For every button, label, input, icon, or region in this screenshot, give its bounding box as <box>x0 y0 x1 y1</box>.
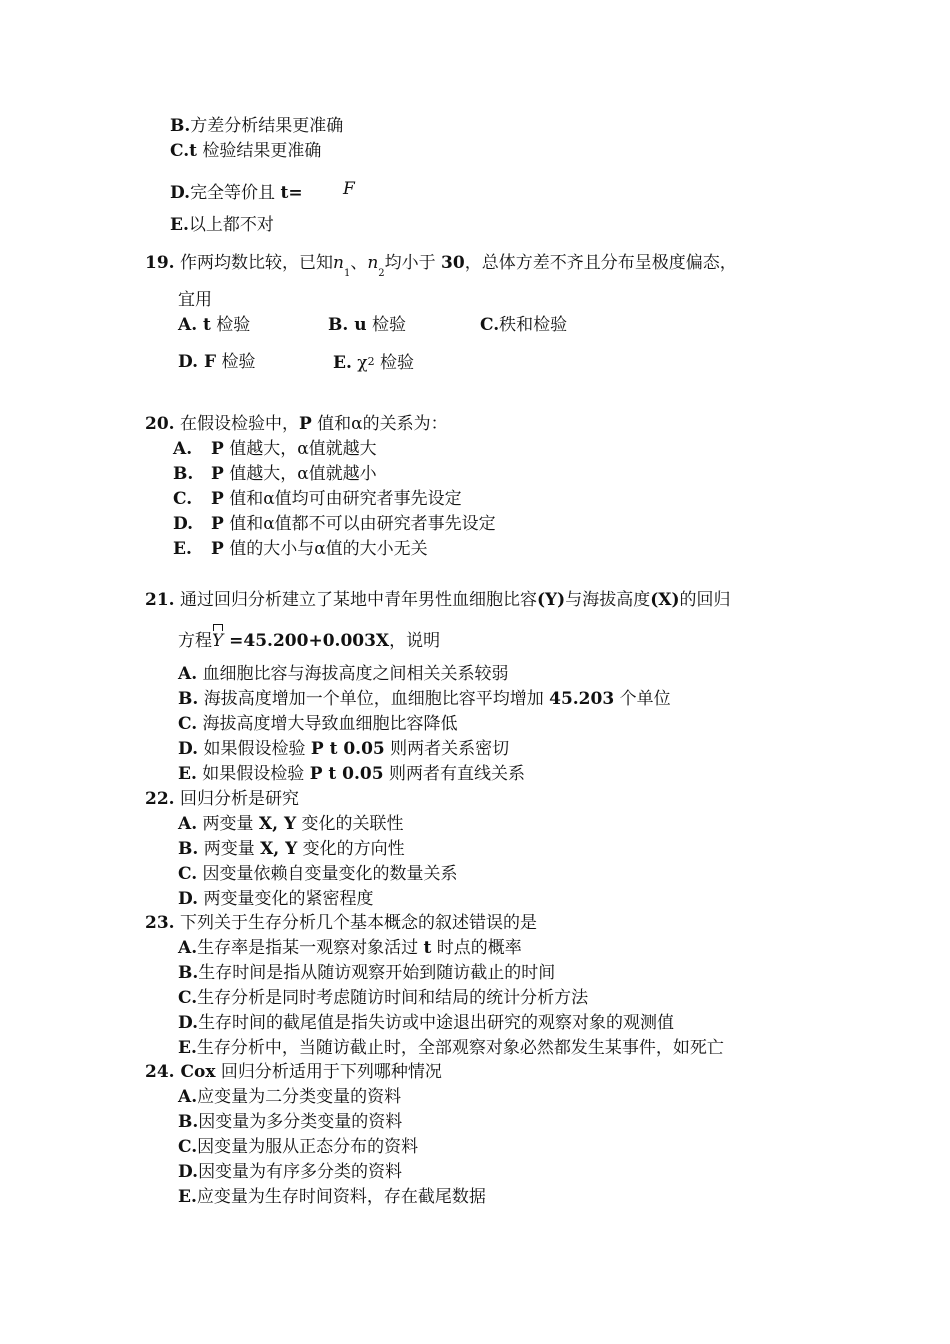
option-letter: C. <box>178 1137 198 1157</box>
q23-stem <box>145 912 537 934</box>
option-text: 两变量变化的紧密程度 <box>198 889 374 909</box>
question-text: 方程 <box>178 631 212 651</box>
question-text: 回归分析适用于下列哪种情况 <box>215 1062 442 1082</box>
option-letter: C. <box>178 714 198 734</box>
option-letter: D. <box>178 1013 199 1033</box>
option-text: 检验 <box>210 315 251 335</box>
option-text: 则两者有直线关系 <box>383 764 525 784</box>
superscript: 2 <box>367 355 375 368</box>
option-text: 时点的概率 <box>431 938 522 958</box>
question-text: ，说明 <box>389 631 441 651</box>
p-variable: P <box>211 464 224 484</box>
option-letter: D. F <box>178 352 217 372</box>
q21-option-c <box>178 713 458 735</box>
q20-option-c <box>173 488 462 510</box>
option-letter: E. <box>178 1187 197 1207</box>
q24-option-d <box>178 1161 402 1183</box>
option-text: 生存分析中，当随访截止时，全部观察对象必然都发生某事件，如死亡 <box>196 1038 724 1058</box>
x-variable: (X) <box>650 590 680 610</box>
option-text: 海拔高度增大导致血细胞比容降低 <box>197 714 458 734</box>
option-text: 两变量 <box>198 839 261 859</box>
option-letter: B. <box>173 464 194 484</box>
option-text: 生存率是指某一观察对象活过 <box>197 938 424 958</box>
question-number: 20. <box>145 414 175 434</box>
option-text: 值的大小与α值的大小无关 <box>223 539 428 559</box>
q22-stem <box>145 788 299 810</box>
option-letter: D. <box>178 1162 199 1182</box>
option-text: 则两者关系密切 <box>384 739 510 759</box>
option-text: 因变量为有序多分类的资料 <box>198 1162 403 1182</box>
q18-option-c <box>170 140 321 162</box>
y-hat-variable: Y <box>212 631 224 651</box>
value-bold: 45.203 <box>549 689 615 709</box>
option-text: 如果假设检验 <box>196 764 310 784</box>
question-text: 通过回归分析建立了某地中青年男性血细胞比容 <box>174 590 537 610</box>
option-letter: A. <box>178 814 198 834</box>
option-text: 如果假设检验 <box>198 739 311 759</box>
option-text: 完全等价且 <box>190 183 281 203</box>
q19-option-a <box>178 314 250 336</box>
option-letter: A. t <box>178 315 211 335</box>
option-letter: C. <box>480 315 500 335</box>
q22-option-d <box>178 888 373 910</box>
n-variable: n <box>367 253 379 273</box>
variables-bold: X, Y <box>260 839 298 859</box>
question-number: 19. <box>145 253 175 273</box>
option-text: 秩和检验 <box>499 315 568 335</box>
q20-option-b <box>173 463 377 485</box>
option-text: 检验 <box>366 315 406 335</box>
y-variable: (Y) <box>536 590 566 610</box>
q19-option-c <box>480 314 567 336</box>
option-letter: D. <box>178 739 199 759</box>
question-text: 作两均数比较，已知 <box>174 253 333 273</box>
option-letter: A. <box>178 938 198 958</box>
option-letter: B. <box>178 963 199 983</box>
option-letter: E. <box>333 353 352 373</box>
option-letter: A. <box>173 439 193 459</box>
q19-stem <box>145 252 737 285</box>
q21-option-b <box>178 688 671 710</box>
question-number: 21. <box>145 590 175 610</box>
question-number: 22. <box>145 789 175 809</box>
option-text: 个单位 <box>614 689 671 709</box>
option-text: 血细胞比容与海拔高度之间相关关系较弱 <box>197 664 509 684</box>
option-text: 变化的关联性 <box>296 814 404 834</box>
subscript: 2 <box>378 268 385 279</box>
p-variable: P <box>211 514 224 534</box>
number-30: 30 <box>441 253 465 273</box>
q24-option-c <box>178 1136 418 1158</box>
option-letter: D. <box>173 514 194 534</box>
option-letter: C. <box>173 489 193 509</box>
q22-option-a <box>178 813 404 835</box>
cox-term: Cox <box>174 1062 216 1082</box>
regression-equation: =45.200+0.003X <box>223 631 390 651</box>
question-text: 回归分析是研究 <box>174 789 299 809</box>
question-number: 24. <box>145 1062 175 1082</box>
option-letter: D. <box>178 889 199 909</box>
q22-option-c <box>178 863 458 885</box>
option-text: 海拔高度增加一个单位，血细胞比容平均增加 <box>198 689 550 709</box>
question-text: 的回归 <box>679 590 731 610</box>
option-text: 应变量为二分类变量的资料 <box>197 1087 402 1107</box>
p-variable: P <box>298 414 312 434</box>
option-letter: A. <box>178 664 198 684</box>
option-text: 生存分析是同时考虑随访时间和结局的统计分析方法 <box>197 988 589 1008</box>
n-variable: n <box>332 253 344 273</box>
question-text: 均小于 <box>384 253 442 273</box>
p-variable: P <box>211 439 224 459</box>
option-text: 方差分析结果更准确 <box>190 116 344 136</box>
option-letter: B. u <box>328 315 367 335</box>
q19-option-d <box>178 351 255 373</box>
option-text: 值和α值都不可以由研究者事先设定 <box>223 514 496 534</box>
q18-option-e <box>170 214 274 236</box>
q23-option-d <box>178 1012 674 1034</box>
q20-stem <box>145 413 448 435</box>
question-text: ，总体方差不齐且分布呈极度偏态， <box>464 253 737 273</box>
option-text: 检验结果更准确 <box>197 141 322 161</box>
option-text: 两变量 <box>197 814 259 834</box>
q21-option-a <box>178 663 509 685</box>
value-bold: P t 0.05 <box>309 764 384 784</box>
option-letter: E. <box>178 1038 197 1058</box>
q21-option-e <box>178 763 525 785</box>
option-letter: C.t <box>170 141 198 161</box>
q23-option-c <box>178 987 588 1009</box>
option-text: 值和α值均可由研究者事先设定 <box>223 489 462 509</box>
q21-stem-continued <box>178 630 440 652</box>
option-letter: E. <box>170 215 189 235</box>
question-text: 在假设检验中， <box>174 414 299 434</box>
separator: 、 <box>350 253 368 273</box>
q22-option-b <box>178 838 405 860</box>
option-text: 检验 <box>374 353 415 373</box>
option-text: 生存时间是指从随访观察开始到随访截止的时间 <box>198 963 556 983</box>
p-variable: P <box>211 489 224 509</box>
option-letter: B. <box>178 689 199 709</box>
t-equals: t= <box>280 183 303 203</box>
sqrt-f-symbol <box>343 178 355 200</box>
option-letter: D. <box>170 183 191 203</box>
q20-option-a <box>173 438 377 460</box>
option-letter: B. <box>178 1112 199 1132</box>
hat-mark <box>213 624 223 631</box>
option-text: 变化的方向性 <box>297 839 405 859</box>
q21-stem <box>145 589 731 611</box>
q18-option-b <box>170 115 343 137</box>
q19-stem-continued <box>178 289 212 311</box>
f-variable: F <box>343 179 355 199</box>
option-letter: C. <box>178 864 198 884</box>
option-letter: B. <box>170 116 191 136</box>
option-letter: B. <box>178 839 199 859</box>
option-text: 因变量为服从正态分布的资料 <box>197 1137 419 1157</box>
q24-option-a <box>178 1086 401 1108</box>
question-text: 与海拔高度 <box>565 590 651 610</box>
option-letter: A. <box>178 1087 198 1107</box>
q20-option-d <box>173 513 496 535</box>
p-variable: P <box>211 539 224 559</box>
q21-option-d <box>178 738 509 760</box>
option-text: 检验 <box>216 352 256 372</box>
q19-option-b <box>328 314 406 336</box>
q23-option-b <box>178 962 555 984</box>
option-text: 值越大，α值就越大 <box>223 439 377 459</box>
q24-option-b <box>178 1111 402 1133</box>
option-text: χ <box>351 353 368 373</box>
subscript: 1 <box>343 268 351 279</box>
option-letter: E. <box>178 764 197 784</box>
option-text: 因变量为多分类变量的资料 <box>198 1112 403 1132</box>
value-bold: P t 0.05 <box>310 739 385 759</box>
q24-stem <box>145 1061 442 1083</box>
question-text: 下列关于生存分析几个基本概念的叙述错误的是 <box>174 913 537 933</box>
question-text: 宜用 <box>178 290 212 310</box>
y-hat-symbol <box>212 630 223 652</box>
option-letter: C. <box>178 988 198 1008</box>
q19-option-e <box>333 351 414 374</box>
option-text: 以上都不对 <box>188 215 274 235</box>
q23-option-a <box>178 937 522 959</box>
option-text: 值越大，α值就越小 <box>223 464 377 484</box>
q20-option-e <box>173 538 428 560</box>
q24-option-e <box>178 1186 486 1208</box>
question-number: 23. <box>145 913 175 933</box>
q18-option-d <box>170 182 303 204</box>
option-text: 因变量依赖自变量变化的数量关系 <box>197 864 458 884</box>
t-variable: t <box>423 938 432 958</box>
option-text: 应变量为生存时间资料，存在截尾数据 <box>196 1187 486 1207</box>
variables-bold: X, Y <box>258 814 297 834</box>
q23-option-e <box>178 1037 724 1059</box>
option-text: 生存时间的截尾值是指失访或中途退出研究的观察对象的观测值 <box>198 1013 675 1033</box>
option-letter: E. <box>173 539 192 559</box>
question-text: 值和α的关系为： <box>311 414 448 434</box>
